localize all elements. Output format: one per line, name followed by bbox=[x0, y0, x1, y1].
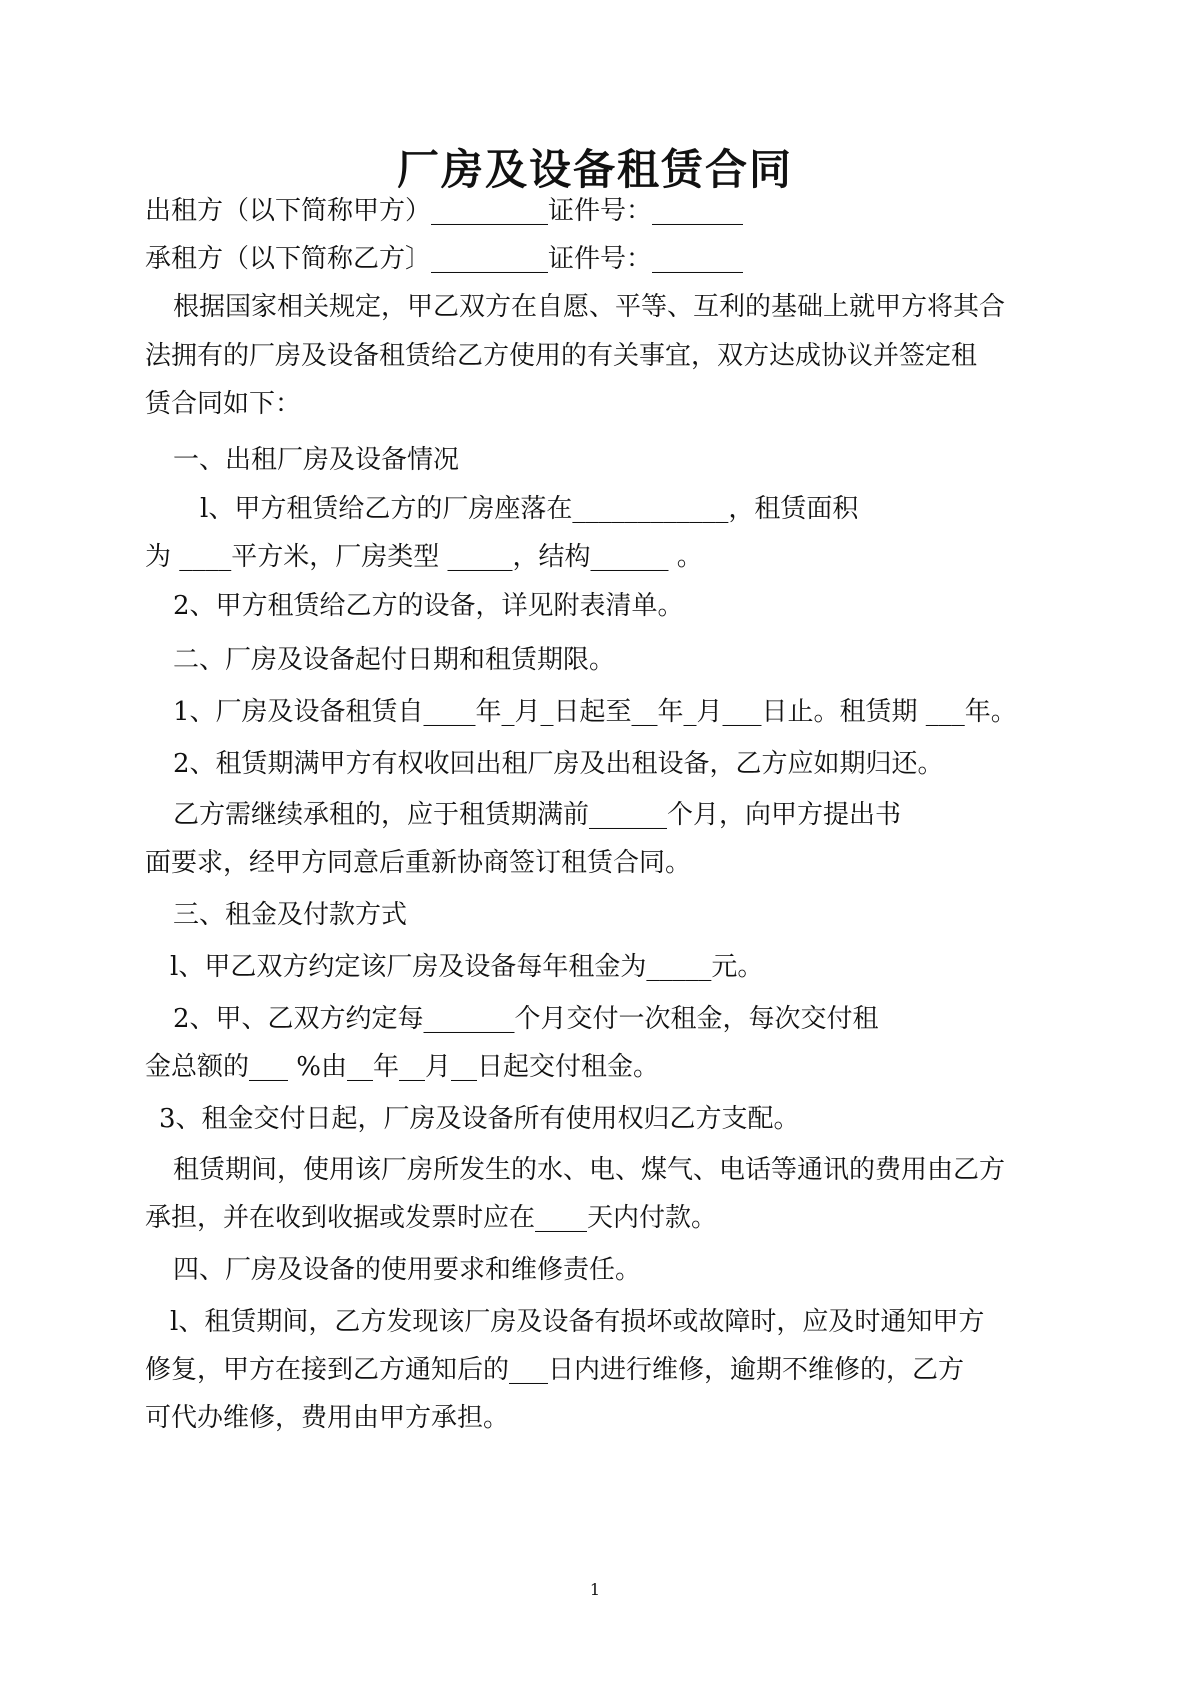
page-number: 1 bbox=[589, 1580, 601, 1599]
lessor-line: 出租方（以下简称甲方）_________证件号：_______ bbox=[145, 196, 744, 226]
section-4-heading: 四、厂房及设备的使用要求和维修责任。 bbox=[173, 1255, 642, 1285]
lessee-line: 承租方（以下简称乙方〕_________证件号：_______ bbox=[145, 244, 744, 274]
preamble-line-2: 法拥有的厂房及设备租赁给乙方使用的有关事宜，双方达成协议并签定租 bbox=[145, 341, 978, 371]
utilities-line-1: 租赁期间，使用该厂房所发生的水、电、煤气、电话等通讯的费用由乙方 bbox=[173, 1155, 1006, 1185]
clause-3-2-line-2: 金总额的___ %由__年__月__日起交付租金。 bbox=[145, 1052, 659, 1082]
clause-2-2-renewal-line-1: 乙方需继续承租的，应于租赁期满前______个月，向甲方提出书 bbox=[173, 800, 902, 830]
clause-3-2-line-1: 2、甲、乙双方约定每_______个月交付一次租金，每次交付租 bbox=[173, 1004, 879, 1034]
utilities-line-2: 承担，并在收到收据或发票时应在____天内付款。 bbox=[145, 1203, 718, 1233]
section-3-heading: 三、租金及付款方式 bbox=[173, 900, 408, 930]
preamble-line-3: 赁合同如下： bbox=[145, 389, 302, 419]
clause-4-1-line-1: l、租赁期间，乙方发现该厂房及设备有损坏或故障时，应及时通知甲方 bbox=[170, 1307, 985, 1337]
clause-2-2-renewal-line-2: 面要求，经甲方同意后重新协商签订租赁合同。 bbox=[145, 848, 692, 878]
clause-4-1-line-2: 修复，甲方在接到乙方通知后的___日内进行维修，逾期不维修的，乙方 bbox=[145, 1355, 965, 1385]
clause-1-1-line-1: l、甲方租赁给乙方的厂房座落在____________，租赁面积 bbox=[200, 494, 859, 524]
clause-2-1: 1、厂房及设备租赁自____年_月_日起至__年_月___日止。租赁期 ___年。 bbox=[173, 697, 1017, 727]
section-2-heading: 二、厂房及设备起付日期和租赁期限。 bbox=[173, 645, 616, 675]
clause-4-1-line-3: 可代办维修，费用由甲方承担。 bbox=[145, 1403, 510, 1433]
preamble-line-1: 根据国家相关规定，甲乙双方在自愿、平等、互利的基础上就甲方将其合 bbox=[173, 292, 1006, 322]
clause-3-1: l、甲乙双方约定该厂房及设备每年租金为_____元。 bbox=[170, 952, 764, 982]
section-1-heading: 一、出租厂房及设备情况 bbox=[173, 445, 460, 475]
clause-1-1-line-2: 为 ____平方米，厂房类型 _____，结构______ 。 bbox=[145, 542, 703, 572]
clause-3-3: 3、租金交付日起，厂房及设备所有使用权归乙方支配。 bbox=[159, 1104, 800, 1134]
clause-2-2: 2、租赁期满甲方有权收回出租厂房及出租设备，乙方应如期归还。 bbox=[173, 749, 944, 779]
clause-1-2: 2、甲方租赁给乙方的设备，详见附表清单。 bbox=[173, 591, 684, 621]
contract-title: 厂房及设备租赁合同 bbox=[396, 145, 793, 194]
